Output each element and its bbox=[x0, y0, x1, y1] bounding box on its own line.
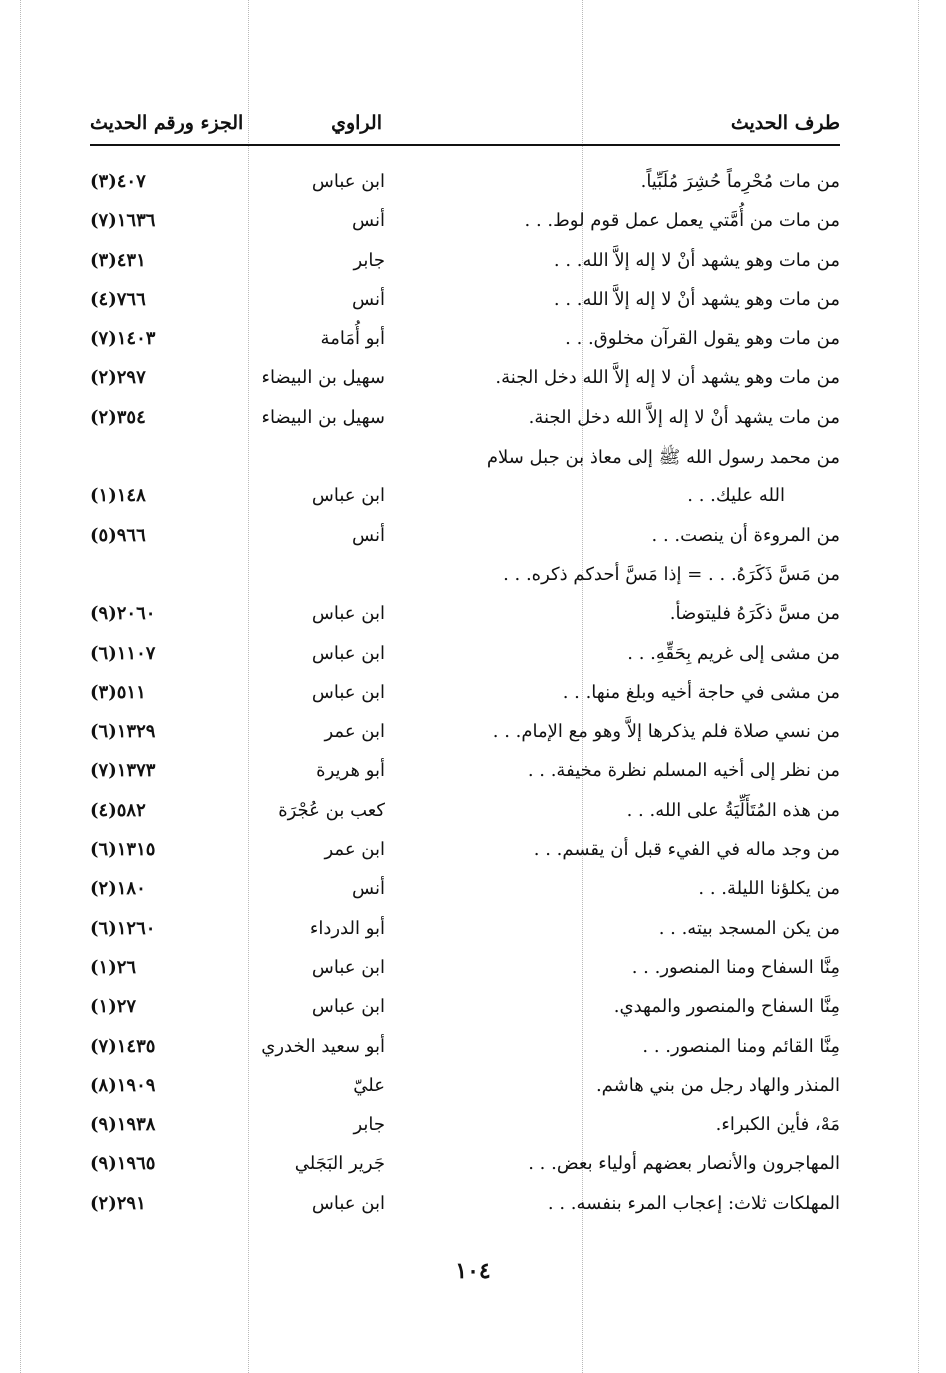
table-row bbox=[90, 163, 840, 202]
volume-hadith-number: ٢٦(١) bbox=[90, 956, 137, 978]
narrator-name: ابن عباس bbox=[311, 642, 385, 664]
volume-hadith-number: ١٤٠٣(٧) bbox=[90, 328, 156, 350]
table-row bbox=[90, 1145, 840, 1184]
table-row bbox=[90, 713, 840, 752]
hadith-text: مَهْ، فأين الكبراء. bbox=[715, 1114, 840, 1136]
volume-hadith-number: ٧٦٦(٤) bbox=[90, 288, 146, 310]
hadith-text: من مات من أُمَّتي يعمل عمل قوم لوط. . . bbox=[524, 210, 840, 232]
narrator-name: أبو الدرداء bbox=[309, 917, 385, 939]
table-row bbox=[90, 320, 840, 359]
column-header-narrator: الراوي bbox=[331, 112, 382, 134]
hadith-text: المنذر والهاد رجل من بني هاشم. bbox=[595, 1074, 840, 1096]
volume-hadith-number: ٣٥٤(٢) bbox=[90, 406, 146, 428]
volume-hadith-number: ١٦٣٦(٧) bbox=[90, 210, 156, 232]
table-row bbox=[90, 517, 840, 556]
hadith-text: من يكن المسجد بيته. . . bbox=[658, 917, 840, 939]
hadith-text: من مَسَّ ذَكَرَهُ. . . = إذا مَسَّ أحدكم ذكره. . . bbox=[503, 563, 840, 585]
volume-hadith-number: ١٩٦٥(٩) bbox=[90, 1153, 156, 1175]
volume-hadith-number: ١٩٠٩(٨) bbox=[90, 1074, 156, 1096]
narrator-name: ابن عباس bbox=[311, 996, 385, 1018]
hadith-text: من مات مُحْرِماً حُشِرَ مُلَبِّياً. bbox=[640, 171, 840, 192]
hadith-text: من وجد ماله في الفيء قبل أن يقسم. . . bbox=[533, 839, 840, 861]
volume-hadith-number: ١٤٣٥(٧) bbox=[90, 1035, 156, 1057]
scan-dotted-line bbox=[20, 0, 21, 1373]
hadith-text: المهاجرون والأنصار بعضهم أولياء بعض. . . bbox=[528, 1153, 840, 1175]
volume-hadith-number: ٢٠٦٠(٩) bbox=[90, 603, 156, 625]
column-header-hadith: طرف الحديث bbox=[730, 112, 840, 134]
narrator-name: ابن عباس bbox=[311, 603, 385, 625]
table-row bbox=[90, 1185, 840, 1224]
narrator-name: أبو سعيد الخدري bbox=[261, 1035, 385, 1057]
volume-hadith-number: ١٩٣٨(٩) bbox=[90, 1114, 156, 1136]
narrator-name: جابر bbox=[353, 249, 385, 271]
table-row bbox=[90, 556, 840, 595]
table-row bbox=[90, 988, 840, 1027]
volume-hadith-number: ١٣٧٣(٧) bbox=[90, 760, 156, 782]
hadith-text: من مات وهو يشهد أن لا إله إلاَّ الله دخل الجنة. bbox=[495, 367, 840, 389]
narrator-name: ابن عباس bbox=[311, 171, 385, 192]
hadith-text: من مات وهو يشهد أنْ لا إله إلاَّ الله. . . bbox=[553, 249, 840, 271]
volume-hadith-number: ٢٧(١) bbox=[90, 996, 137, 1018]
narrator-name: أبو أُمَامة bbox=[320, 328, 385, 350]
hadith-text: من نسي صلاة فلم يذكرها إلاَّ وهو مع الإمام. . . bbox=[492, 721, 840, 743]
narrator-name: جابر bbox=[353, 1114, 385, 1136]
narrator-name: أنس bbox=[352, 288, 385, 310]
table-row bbox=[90, 477, 840, 516]
table-row bbox=[90, 910, 840, 949]
table-row bbox=[90, 1106, 840, 1145]
narrator-name: أنس bbox=[352, 878, 385, 900]
narrator-name: أنس bbox=[352, 210, 385, 232]
hadith-text: المهلكات ثلاث: إعجاب المرء بنفسه. . . bbox=[547, 1192, 840, 1214]
volume-hadith-number: ١٨٠(٢) bbox=[90, 878, 146, 900]
table-row bbox=[90, 399, 840, 438]
hadith-text: من مشى إلى غريم بِحَقِّهِ. . . bbox=[627, 642, 840, 664]
narrator-name: كعب بن عُجْرَة bbox=[278, 799, 385, 821]
table-row bbox=[90, 792, 840, 831]
narrator-name: أبو هريرة bbox=[316, 760, 385, 782]
table-row bbox=[90, 281, 840, 320]
table-row bbox=[90, 1028, 840, 1067]
table-row bbox=[90, 202, 840, 241]
hadith-text: مِنَّا السفاح ومنا المنصور. . . bbox=[631, 956, 840, 978]
header-rule bbox=[90, 144, 840, 146]
hadith-text: مِنَّا القائم ومنا المنصور. . . bbox=[642, 1035, 840, 1057]
volume-hadith-number: ٥١١(٣) bbox=[90, 681, 146, 703]
hadith-text: من مات وهو يشهد أنْ لا إله إلاَّ الله. . . bbox=[553, 288, 840, 310]
narrator-name: ابن عباس bbox=[311, 681, 385, 703]
hadith-text: من مات وهو يقول القرآن مخلوق. . . bbox=[565, 328, 840, 350]
hadith-text: من مسَّ ذكَرَهُ فليتوضأ. bbox=[669, 603, 840, 625]
hadith-text: من يكلؤنا الليلة. . . bbox=[698, 878, 840, 900]
table-header bbox=[90, 108, 840, 140]
volume-hadith-number: ١٣٢٩(٦) bbox=[90, 721, 156, 743]
narrator-name: أنس bbox=[352, 524, 385, 546]
hadith-text: الله عليك. . . bbox=[687, 485, 785, 507]
volume-hadith-number: ٩٦٦(٥) bbox=[90, 524, 146, 546]
volume-hadith-number: ٢٩١(٢) bbox=[90, 1192, 146, 1214]
hadith-text: من مشى في حاجة أخيه وبلغ منها. . . bbox=[562, 681, 840, 703]
table-row bbox=[90, 595, 840, 634]
narrator-name: عليّ bbox=[353, 1074, 385, 1096]
table-row bbox=[90, 674, 840, 713]
hadith-text: من نظر إلى أخيه المسلم نظرة مخيفة. . . bbox=[527, 760, 840, 782]
narrator-name: جَرير البَجَلي bbox=[294, 1153, 385, 1175]
scan-dotted-line bbox=[918, 0, 919, 1373]
hadith-text: مِنَّا السفاح والمنصور والمهدي. bbox=[613, 996, 840, 1018]
table-row bbox=[90, 1067, 840, 1106]
volume-hadith-number: ٢٩٧(٢) bbox=[90, 367, 146, 389]
table-row bbox=[90, 949, 840, 988]
table-row bbox=[90, 242, 840, 281]
narrator-name: ابن عمر bbox=[324, 721, 385, 743]
table-row bbox=[90, 870, 840, 909]
narrator-name: ابن عباس bbox=[311, 956, 385, 978]
table-row bbox=[90, 752, 840, 791]
volume-hadith-number: ١٤٨(١) bbox=[90, 485, 146, 507]
volume-hadith-number: ١١٠٧(٦) bbox=[90, 642, 156, 664]
narrator-name: سهيل بن البيضاء bbox=[261, 367, 385, 389]
table-row bbox=[90, 438, 840, 477]
table-row bbox=[90, 635, 840, 674]
narrator-name: ابن عباس bbox=[311, 485, 385, 507]
narrator-name: ابن عباس bbox=[311, 1192, 385, 1214]
narrator-name: سهيل بن البيضاء bbox=[261, 406, 385, 428]
volume-hadith-number: ٤٣١(٣) bbox=[90, 249, 146, 271]
volume-hadith-number: ١٢٦٠(٦) bbox=[90, 917, 156, 939]
table-row bbox=[90, 831, 840, 870]
volume-hadith-number: ٥٨٢(٤) bbox=[90, 799, 146, 821]
column-header-reference: الجزء ورقم الحديث bbox=[90, 112, 244, 134]
table-row bbox=[90, 359, 840, 398]
hadith-text: من المروءة أن ينصت. . . bbox=[651, 524, 840, 546]
narrator-name: ابن عمر bbox=[324, 839, 385, 861]
hadith-text: من هذه المُتَأَلِّيَةُ على الله. . . bbox=[626, 799, 840, 821]
page-number: ١٠٤ bbox=[455, 1258, 491, 1284]
hadith-text: من محمد رسول الله ﷺ إلى معاذ بن جبل سلام bbox=[486, 447, 840, 469]
hadith-text: من مات يشهد أنْ لا إله إلاَّ الله دخل الجنة. bbox=[528, 406, 840, 428]
volume-hadith-number: ١٣١٥(٦) bbox=[90, 839, 156, 861]
volume-hadith-number: ٤٠٧(٣) bbox=[90, 171, 146, 192]
hadith-index-table bbox=[90, 163, 840, 1224]
